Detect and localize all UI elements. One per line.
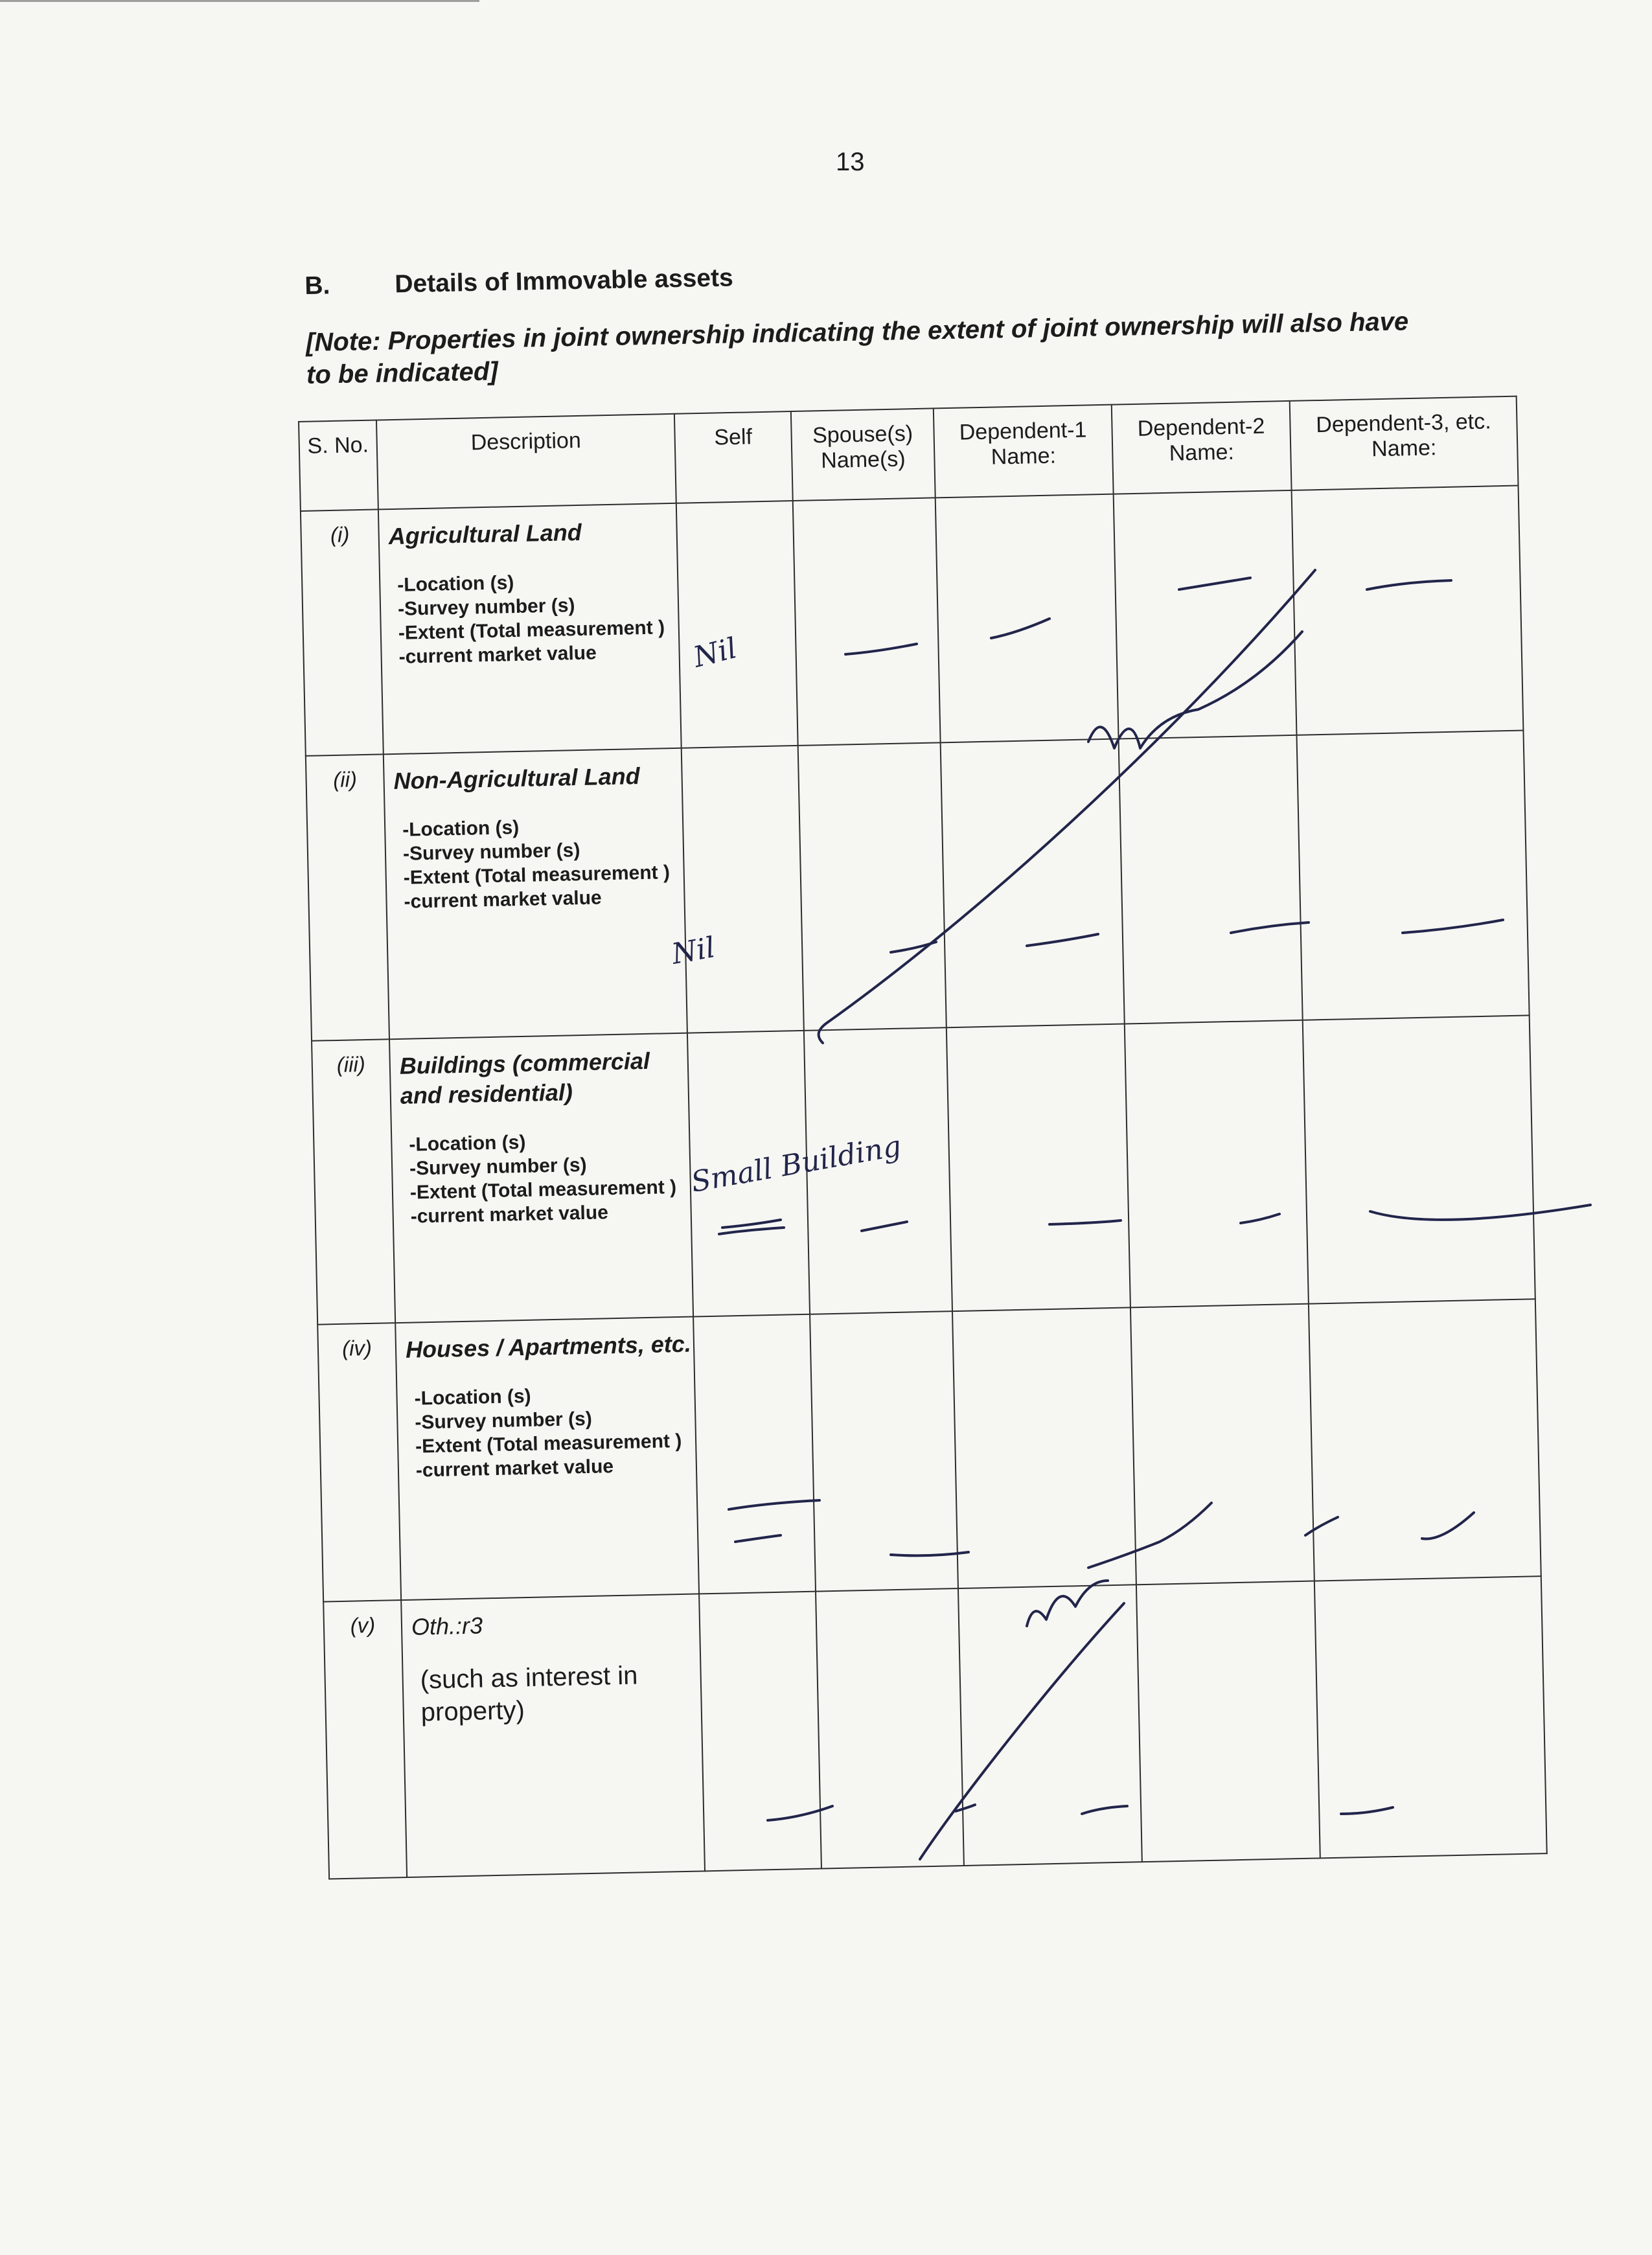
cell-spouse [793,498,941,746]
immovable-assets-table [298,396,1548,1880]
field-extent: -Extent (Total measurement ) [398,617,665,644]
field-location: -Location (s) [414,1385,531,1410]
cell-spouse [810,1311,958,1592]
row-sno: (ii) [306,754,389,1040]
row-title: Houses / Apartments, etc. [405,1330,692,1363]
cell-dependent-1 [958,1585,1142,1866]
row-title: Agricultural Land [388,518,582,550]
cell-dependent-1 [952,1307,1136,1588]
cell-dependent-3 [1292,486,1524,735]
cell-spouse [798,742,946,1031]
scan-edge-line [0,0,479,2]
table-row [301,486,1524,756]
cell-dependent-2 [1119,735,1303,1024]
row-sno: (i) [301,509,384,755]
header-description: Description [376,414,676,510]
cell-spouse [816,1588,964,1869]
field-market-value: -current market value [398,642,597,668]
cell-dependent-1 [946,1024,1130,1311]
cell-self [676,501,798,748]
cell-dependent-3 [1296,730,1529,1020]
row-description [378,503,682,755]
handwritten-small-building: Small Building [689,1129,904,1199]
cell-dependent-2 [1114,490,1297,739]
field-location: -Location (s) [409,1131,526,1156]
row-sno: (iv) [317,1323,401,1601]
header-sno: S. No. [299,420,378,510]
table-row [317,1299,1541,1601]
field-market-value: -current market value [410,1202,609,1228]
row-fields [414,1381,696,1483]
cell-self [687,1031,810,1317]
row-sno: (iii) [312,1039,395,1324]
cell-self [699,1592,821,1872]
page-number: 13 [836,148,865,176]
table-row [323,1576,1547,1879]
field-survey-number: -Survey number (s) [415,1408,593,1434]
table-row [312,1015,1535,1324]
section-title: Details of Immovable assets [394,264,734,299]
handwritten-nil-2: Nil [669,931,718,971]
row-sno: (v) [323,1600,407,1879]
cell-dependent-2 [1136,1581,1320,1862]
field-market-value: -current market value [415,1456,614,1482]
cell-dependent-3 [1314,1576,1547,1858]
row-fields [409,1127,691,1229]
handwritten-nil-1: Nil [690,632,740,674]
immovable-assets-table-wrapper [298,396,1548,1880]
row-title: Buildings (commercial and residential) [399,1047,650,1109]
cell-self [693,1314,816,1594]
field-extent: -Extent (Total measurement ) [403,862,671,889]
row-title: Non-Agricultural Land [393,762,641,795]
cell-dependent-1 [941,739,1125,1028]
header-dependent-1: Dependent-1 Name: [934,405,1114,498]
cell-dependent-2 [1125,1020,1309,1308]
section-letter: B. [304,271,330,300]
header-spouse: Spouse(s) Name(s) [791,408,935,501]
section-note: [Note: Properties in joint ownership indicating the extent of joint ownership will also have to be indicated] [305,307,1409,389]
table-row [306,730,1530,1040]
row-description [384,748,687,1040]
header-dependent-3: Dependent-3, etc. Name: [1290,396,1519,490]
field-extent: -Extent (Total measurement ) [415,1430,682,1458]
header-self: Self [674,411,793,503]
cell-dependent-3 [1309,1299,1541,1581]
cell-dependent-2 [1130,1304,1314,1585]
field-location: -Location (s) [402,816,520,841]
row-fields [402,812,684,914]
field-survey-number: -Survey number (s) [409,1154,587,1180]
section-heading [304,250,1439,301]
field-location: -Location (s) [396,572,514,596]
row-description [389,1033,693,1323]
field-extent: -Extent (Total measurement ) [409,1176,677,1204]
row-note: (such as interest in property) [420,1661,638,1727]
cell-spouse [804,1027,952,1314]
row-title: Oth.:r3 [411,1612,483,1640]
field-survey-number: -Survey number (s) [397,595,575,620]
row-description [401,1594,705,1877]
header-dependent-2: Dependent-2 Name: [1112,401,1292,494]
cell-dependent-1 [935,494,1119,743]
section-header [304,250,1440,391]
field-market-value: -current market value [404,887,602,913]
row-fields [397,567,679,669]
row-description [395,1317,699,1601]
field-survey-number: -Survey number (s) [402,840,580,865]
cell-dependent-3 [1303,1015,1535,1303]
cell-self [682,746,804,1033]
